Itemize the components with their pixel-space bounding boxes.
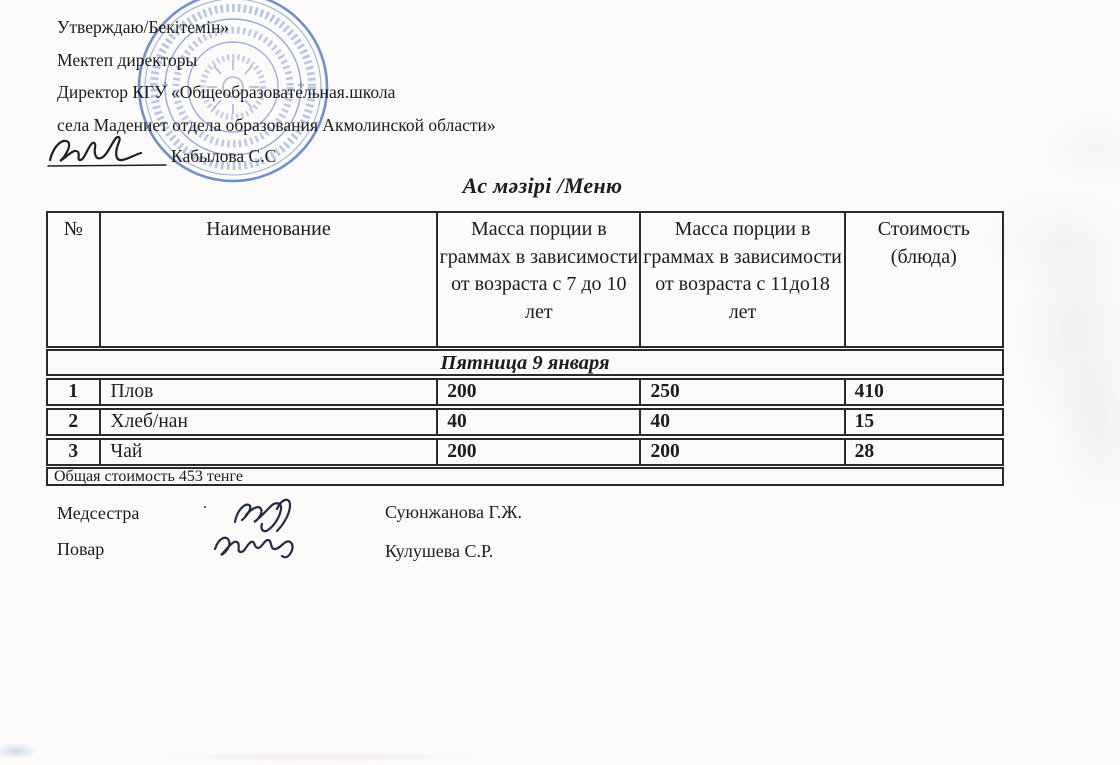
dish-name: Хлеб/нан [99,410,437,434]
cost-value: 28 [844,440,1002,464]
staff-signature [197,492,321,578]
col-header-name: Наименование [99,213,437,346]
row-number: 3 [68,441,79,462]
approval-line-1: Утверждаю/Бекітемін» [57,17,230,37]
table-header-row [46,211,1004,348]
day-header-row: Пятница 9 января [46,349,1004,376]
row-number: 1 [68,381,79,402]
col-header-mass-7-10: Масса порции в граммах в зависимости от возраста с 7 до 10 лет [436,213,639,346]
page-title: Ас мәзірі /Меню [462,173,623,198]
nurse-name: Суюнжанова Г.Ж. [385,502,522,522]
col-header-cost: Стоимость (блюда) [844,213,1002,346]
approver-name: Кабылова С.С [171,146,277,166]
table-row-1 [46,378,1004,406]
mass-7-10-value: 200 [436,380,639,404]
mass-7-10-value: 200 [436,440,639,464]
cook-role-label: Повар [57,539,105,559]
menu-table [46,211,1004,486]
cost-value: 410 [844,380,1002,404]
cost-value: 15 [844,410,1002,434]
mass-11-18-value: 40 [639,410,843,434]
cook-name: Кулушева С.Р. [385,541,494,561]
table-row-2 [46,408,1004,436]
dish-name: Чай [99,440,437,464]
director-signature [44,130,179,172]
col-header-number: № [63,218,83,240]
total-cost-row: Общая стоимость 453 тенге [46,467,1004,486]
nurse-role-label: Медсестра [57,503,140,523]
table-row-3 [46,438,1004,466]
mass-7-10-value: 40 [436,410,639,434]
col-header-mass-11-18: Масса порции в граммах в зависимости от возраста с 11до18 лет [639,213,843,346]
approval-line-4: села Мадениет отдела образования Акмолинской области» [57,114,496,135]
approval-line-3: Директор КГУ «Общеобразовательная.школа [57,82,396,102]
mass-11-18-value: 250 [639,380,843,404]
mass-11-18-value: 200 [639,440,843,464]
dish-name: Плов [99,380,437,404]
row-number: 2 [68,411,79,432]
approval-line-2: Мектеп директоры [57,49,198,70]
